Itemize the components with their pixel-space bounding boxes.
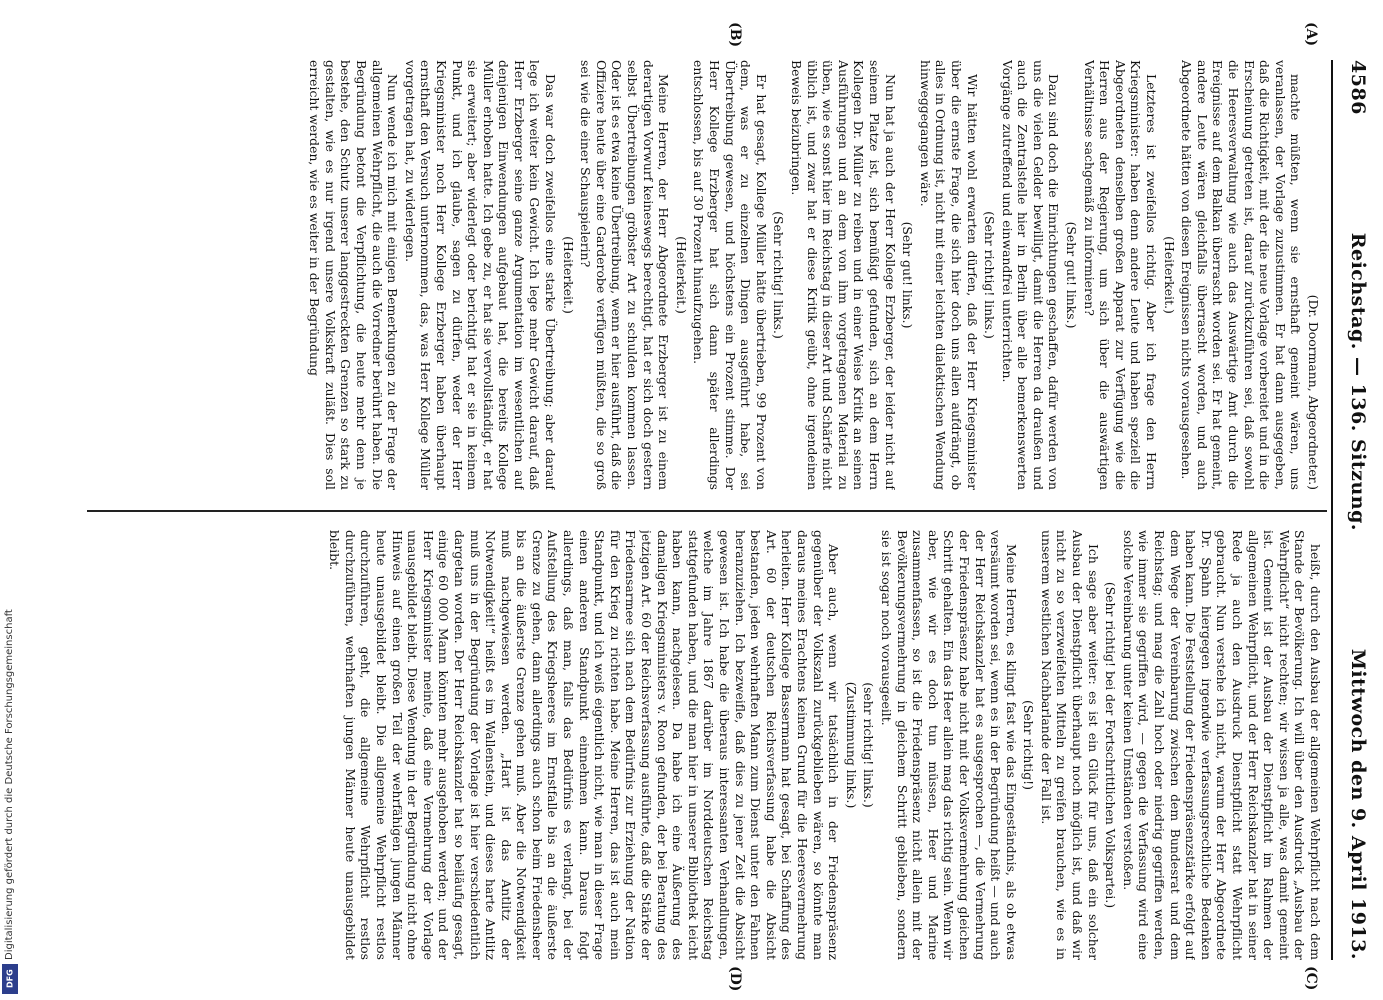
left-column xyxy=(93,60,1323,490)
paragraph: heißt, durch den Ausbau der allgemeinen Wehrpflicht nach dem Stande der Bevölkerung. Ich will über den Ausdruck „Ausbau der Wehrpflicht“ nicht rechten; wir wissen ja alle, was damit gemeint ist. Gemeint ist der Ausbau der Dienstpflicht im Rahmen der allgemeinen Wehrpflicht, und der Herr Reichskanzler hat in seiner Rede ja auch den Ausdruck Dienstpflicht statt Wehrpflicht gebraucht. Nun verstehe ich nicht, warum der Herr Abgeordnete Dr. Spahn hiergegen irgendwie verfassungsrechtliche Bedenken haben kann. Die Feststellung der Friedenspräsenzstärke erfolgt auf dem Wege der Vereinbarung zwischen dem Bundesrat und dem Reichstag; und mag die Zahl hoch oder niedrig gegriffen werden, wie immer sie gegriffen wird, — gegen die Verfassung wird eine solche Vereinbarung unter keinen Umständen verstoßen. xyxy=(1120,530,1323,960)
interjection: (sehr richtig! links.) xyxy=(861,682,877,808)
interjection: (Sehr richtig! links.) xyxy=(771,211,787,339)
column-divider xyxy=(87,510,1327,512)
interjection: (Zustimmung links.) xyxy=(843,681,859,809)
interjection: (Heiterkeit.) xyxy=(673,236,689,314)
interjection: (Sehr richtig! bei der Fortschrittlichen Volkspartei.) xyxy=(1103,581,1119,909)
page-number: 4586 xyxy=(1347,60,1369,115)
margin-letter-b: (B) xyxy=(727,22,743,48)
interjection: (Heiterkeit.) xyxy=(1161,236,1177,314)
margin-letter-c: (C) xyxy=(1303,966,1319,991)
paragraph: Das war doch zweifellos eine starke Übertreibung; aber darauf lege ich weiter kein Gewicht. Ich lege mehr Gewicht darauf, daß Herr Erzberger seine ganze Argumentation im wesentlichen auf denjenigen Einwendungen aufgebaut hat, die bereits Kollege Müller erhoben hatte. Ich gebe zu, er hat sie vervollständigt, er hat sie erweitert; aber widerlegt oder berichtigt hat er sie in keinem Punkt, und ich glaube, sagen zu dürfen, weder der Herr Kriegsminister noch Herr Kollege Erzberger haben überhaupt ernsthaft den Versuch unternommen, das, was Herr Kollege Müller vorgetragen hat, zu widerlegen. xyxy=(402,60,559,490)
paragraph: Dazu sind doch die Einrichtungen geschaffen, dafür werden von uns die vielen Gelder bewilligt, damit die Herren da draußen und auch die Zentralstelle hier in Berlin über alle bemerkenswerten Vorgänge zutreffend und einwandfrei unterrichten. xyxy=(999,60,1062,490)
interjection: (Dr. Doormann, Abgeordneter.) xyxy=(1306,294,1321,490)
interjection: (Sehr richtig! links.) xyxy=(982,211,998,339)
session-title: Reichstag. — 136. Sitzung. xyxy=(1347,232,1369,532)
interjection: (Sehr richtig!) xyxy=(1021,700,1037,790)
page-content xyxy=(83,22,1383,992)
paragraph: Meine Herren, der Herr Abgeordnete Erzberger ist zu einem derartigen Vorwurf keineswegs berechtigt, hat er sich doch gestern selbst Übertreibungen gröbster Art zu schulden kommen lassen. Oder ist es etwa keine Übertreibung, wenn er hier ausführt, daß die Offiziere heute über eine Garderobe verfügen müßten, die so groß sei wie die einer Schauspielerin? xyxy=(578,60,672,490)
margin-letter-a: (A) xyxy=(1303,22,1319,47)
right-column xyxy=(93,530,1323,960)
interjection: (Sehr gut! links.) xyxy=(1064,221,1080,329)
session-date: Mittwoch den 9. April 1913. xyxy=(1347,648,1369,960)
paragraph: Letzteres ist zweifellos richtig. Aber ich frage den Herrn Kriegsminister: haben denn andere Leute und haben speziell die Abgeordneten denselben großen Apparat zur Verfügung wie die Herren aus der Regierung, um sich über die auswärtigen Verhältnisse sachgemäß zu informieren? xyxy=(1081,60,1160,490)
paragraph: machte müßten, wenn sie ernsthaft gemeint wären, uns veranlassen, der Vorlage zuzustimmen. Er hat dann ausgegeben, daß die Richtigkeit, mit der die neue Vorlage vorbereitet und in die Erscheinung getreten ist, darauf zurückzuführen sei, daß sowohl die Heeresverwaltung wie auch das Auswärtige Amt durch die Ereignisse auf dem Balkan überrascht worden sei. Er hat gemeint, andere Leute wären gleichfalls überrascht worden, und auch Abgeordnete hätten von diesen Ereignissen nichts vorausgesehen. xyxy=(1179,60,1304,490)
digitization-note-text: Digitalisierung gefördert durch die Deutsche Forschungsgemeinschaft xyxy=(4,609,15,960)
paragraph: Wir hätten wohl erwarten dürfen, daß der Herr Kriegsminister über die ernste Frage, die sich hier doch uns allen aufdrängt, ob alles in Ordnung ist, nicht mit einer leichten dialektischen Wendung hinweggegangen wäre. xyxy=(917,60,980,490)
paragraph: Ich sage aber weiter: es ist ein Glück für uns, daß ein solcher Ausbau der Dienstpflicht überhaupt noch möglich ist, und daß wir nicht zu so verzweifelten Mitteln zu greifen brauchen, wie es in unserem westlichen Nachbarlande der Fall ist. xyxy=(1038,530,1101,960)
interjection: (Sehr gut! links.) xyxy=(900,221,916,329)
paragraph: Nun wende ich mich mit einigen Bemerkungen zu der Frage der allgemeinen Wehrpflicht, die auch die Vorredner berührt haben. Die Begründung betont die Verpflichtung, die heute mehr denn je bestehe, den Schutz unserer langgestreckten Grenzen so stark zu gestalten, wie es nur irgend unsere Volkskraft zuläßt. Dies soll erreicht werden, wie es weiter in der Begründung xyxy=(307,60,401,490)
margin-letter-d: (D) xyxy=(727,966,743,992)
dfg-logo: DFG xyxy=(2,964,18,994)
paragraph: Nun hat ja auch der Herr Kollege Erzberger, der leider nicht auf seinem Platze ist, sich bemüßigt gefunden, sich an dem Herrn Kollegen Dr. Müller zu reiben und in einer Weise Kritik an seinen Ausführungen und an dem von ihm vorgetragenen Material zu üben, wie es sonst hier im Reichstag in dieser Art und Schärfe nicht üblich ist, und zwar hat er diese Kritik geübt, ohne irgendeinen Beweis beizubringen. xyxy=(789,60,898,490)
paragraph: Meine Herren, es klingt fast wie das Eingeständnis, als ob etwas versäumt worden sei, wenn es in der Begründung heißt — und auch der Herr Reichskanzler hat es ausgesprochen —, die Vermehrung der Friedenspräsenz habe nicht mit der Volksvermehrung gleichen Schritt gehalten. Ein das Heer allein mag das richtig sein. Wenn wir aber, wie wir es doch tun müssen, Heer und Marine zusammenfassen, so ist die Friedenspräsenz nicht allein mit der Bevölkerungsvermehrung in gleichem Schritt geblieben, sondern sie ist sogar noch vorausgeeilt. xyxy=(878,530,1019,960)
page-header xyxy=(1331,60,1383,960)
paragraph: Er hat gesagt, Kollege Müller hätte übertrieben, 99 Prozent von dem, was er zu einzelnen Dingen ausgeführt habe, sei Übertreibung gewesen, und höchstens ein Prozent stimme. Der Herr Kollege Erzberger hat sich dann später allerdings entschlossen, bis auf 30 Prozent hinaufzugehen. xyxy=(691,60,769,490)
interjection: (Heiterkeit.) xyxy=(560,236,576,314)
paragraph: Aber auch, wenn wir tatsächlich in der Friedenspräsenz gegenüber der Volkszahl zurückgeblieben wären, so könnte man daraus meines Erachtens keinen Grund für die Heeresvermehrung herleiten. Herr Kollege Bassermann hat gesagt, bei Schaffung des Art. 60 der deutschen Reichsverfassung habe die Absicht bestanden, jeden wehrhaften Mann zum Dienst unter den Fahnen heranzuziehen. Ich bezweifle, daß dies zu jener Zeit die Absicht gewesen ist. Ich habe die überaus interessanten Verhandlungen, welche im Jahre 1867 darüber im Norddeutschen Reichstag stattgefunden haben, und die man hier in unserer Bibliothek leicht haben kann, nachgelesen. Da habe ich eine Äußerung des damaligen Kriegsministers v. Roon gefunden, der bei Beratung des jetzigen Art. 60 der Reichsverfassung ausführte, daß die Stärke der Friedensarmee sich nach dem Bedürfnis zur Erziehung der Nation für den Krieg zu richten habe. Meine Herren, das ist auch mein Standpunkt, und ich weiß eigentlich nicht, wie man in dieser Frage einen anderen Standpunkt einnehmen kann. Daraus folgt allerdings, daß man, falls das Bedürfnis es verlangt, bei der Aufstellung des Kriegsheeres im Ernstfalle bis an die äußerste Grenze zu gehen, dann allerdings auch schon beim Friedensheer bis an die äußerste Grenze gehen muß. Aber die Notwendigkeit muß nachgewiesen werden. „Hart ist das Antlitz der Notwendigkeit!“ heißt es im Wallenstein, und dieses harte Antlitz muß uns in der Begründung der Vorlage ist hier verschiedentlich dargetan worden. Der Herr Reichskanzler hat so beiläufig gesagt, einige 60 000 Mann könnten mehr ausgehoben werden; und der Herr Kriegsminister meinte, daß eine Vermehrung der Vorlage unausgebildet bleibt. Diese Wendung in der Begründung nicht ohne Hinweis auf einen großen Teil der wehrfähigen jungen Männer heute unausgebildet bleibt. Die allgemeine Wehrpflicht restlos durchzuführen, geht, die allgemeine Wehrpflicht restlos durchzuführen, wehrhaften jungen Männer heute unausgebildet bleibt. xyxy=(327,530,842,960)
